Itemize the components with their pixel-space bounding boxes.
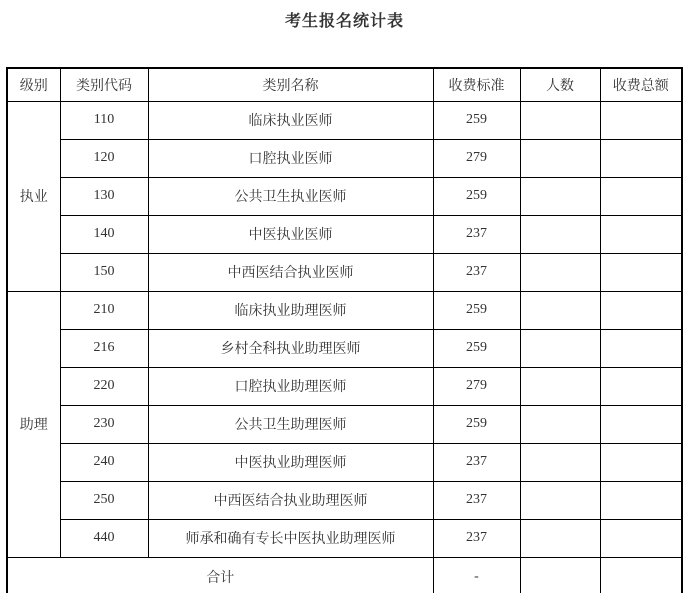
count-cell bbox=[520, 177, 600, 215]
table-row bbox=[7, 215, 682, 253]
table-row bbox=[7, 329, 682, 367]
level-cell: 助理 bbox=[7, 291, 60, 557]
header-row bbox=[7, 68, 682, 101]
name-cell: 中西医结合执业医师 bbox=[148, 253, 433, 291]
name-cell: 公共卫生助理医师 bbox=[148, 405, 433, 443]
code-cell: 120 bbox=[60, 139, 148, 177]
table-header bbox=[7, 68, 682, 101]
total-cell bbox=[600, 443, 682, 481]
total-cell bbox=[600, 101, 682, 139]
total-label-cell: 合计 bbox=[7, 557, 433, 593]
column-header-fee: 收费标准 bbox=[433, 68, 520, 101]
name-cell: 中西医结合执业助理医师 bbox=[148, 481, 433, 519]
page-title: 考生报名统计表 bbox=[284, 13, 404, 30]
total-cell bbox=[600, 291, 682, 329]
name-cell: 口腔执业医师 bbox=[148, 139, 433, 177]
total-cell bbox=[600, 215, 682, 253]
code-cell: 140 bbox=[60, 215, 148, 253]
table-row bbox=[7, 443, 682, 481]
count-cell bbox=[520, 367, 600, 405]
code-cell: 240 bbox=[60, 443, 148, 481]
table-row bbox=[7, 253, 682, 291]
count-cell bbox=[520, 215, 600, 253]
column-header-name: 类别名称 bbox=[148, 68, 433, 101]
table-row bbox=[7, 291, 682, 329]
total-fee-cell: - bbox=[433, 557, 520, 593]
fee-cell: 259 bbox=[433, 329, 520, 367]
fee-cell: 237 bbox=[433, 215, 520, 253]
code-cell: 216 bbox=[60, 329, 148, 367]
column-header-total: 收费总额 bbox=[600, 68, 682, 101]
count-cell bbox=[520, 329, 600, 367]
count-cell bbox=[520, 519, 600, 557]
fee-cell: 237 bbox=[433, 253, 520, 291]
count-cell bbox=[520, 139, 600, 177]
fee-cell: 259 bbox=[433, 405, 520, 443]
name-cell: 中医执业医师 bbox=[148, 215, 433, 253]
total-cell bbox=[600, 253, 682, 291]
count-cell bbox=[520, 405, 600, 443]
count-cell bbox=[520, 291, 600, 329]
count-cell bbox=[520, 101, 600, 139]
fee-cell: 237 bbox=[433, 481, 520, 519]
name-cell: 口腔执业助理医师 bbox=[148, 367, 433, 405]
column-header-count: 人数 bbox=[520, 68, 600, 101]
total-cell bbox=[600, 481, 682, 519]
total-cell bbox=[600, 139, 682, 177]
table-row bbox=[7, 101, 682, 139]
table-row bbox=[7, 177, 682, 215]
total-cell bbox=[600, 405, 682, 443]
table-row bbox=[7, 405, 682, 443]
code-cell: 150 bbox=[60, 253, 148, 291]
name-cell: 乡村全科执业助理医师 bbox=[148, 329, 433, 367]
total-cell bbox=[600, 367, 682, 405]
total-cell bbox=[600, 519, 682, 557]
table-row bbox=[7, 367, 682, 405]
code-cell: 210 bbox=[60, 291, 148, 329]
total-amount-cell bbox=[600, 557, 682, 593]
table-body bbox=[7, 101, 682, 593]
registration-table bbox=[6, 67, 683, 593]
total-count-cell bbox=[520, 557, 600, 593]
count-cell bbox=[520, 481, 600, 519]
fee-cell: 279 bbox=[433, 367, 520, 405]
code-cell: 440 bbox=[60, 519, 148, 557]
table-row bbox=[7, 139, 682, 177]
code-cell: 230 bbox=[60, 405, 148, 443]
code-cell: 250 bbox=[60, 481, 148, 519]
code-cell: 220 bbox=[60, 367, 148, 405]
table-row bbox=[7, 519, 682, 557]
table-row bbox=[7, 481, 682, 519]
column-header-code: 类别代码 bbox=[60, 68, 148, 101]
name-cell: 师承和确有专长中医执业助理医师 bbox=[148, 519, 433, 557]
total-cell bbox=[600, 329, 682, 367]
fee-cell: 259 bbox=[433, 177, 520, 215]
code-cell: 110 bbox=[60, 101, 148, 139]
fee-cell: 237 bbox=[433, 519, 520, 557]
column-header-level: 级别 bbox=[7, 68, 60, 101]
count-cell bbox=[520, 443, 600, 481]
code-cell: 130 bbox=[60, 177, 148, 215]
fee-cell: 259 bbox=[433, 101, 520, 139]
fee-cell: 237 bbox=[433, 443, 520, 481]
fee-cell: 279 bbox=[433, 139, 520, 177]
total-cell bbox=[600, 177, 682, 215]
name-cell: 公共卫生执业医师 bbox=[148, 177, 433, 215]
name-cell: 临床执业医师 bbox=[148, 101, 433, 139]
name-cell: 临床执业助理医师 bbox=[148, 291, 433, 329]
name-cell: 中医执业助理医师 bbox=[148, 443, 433, 481]
level-cell: 执业 bbox=[7, 101, 60, 291]
count-cell bbox=[520, 253, 600, 291]
fee-cell: 259 bbox=[433, 291, 520, 329]
total-row bbox=[7, 557, 682, 593]
